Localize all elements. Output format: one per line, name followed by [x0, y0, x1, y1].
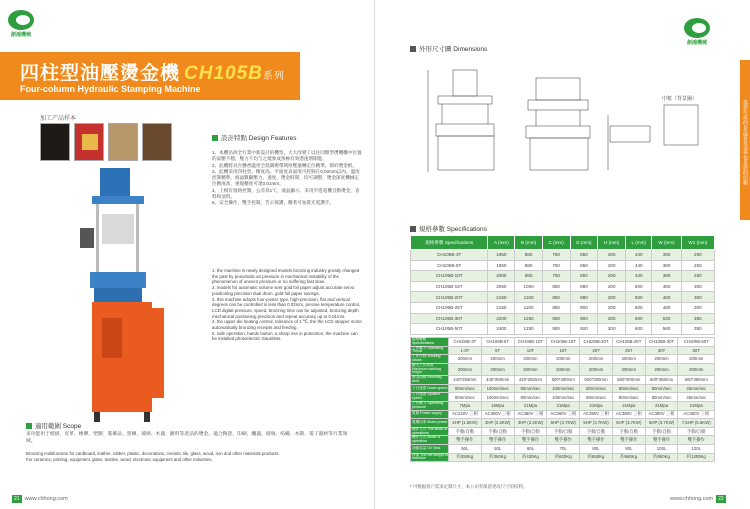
dimension-label: 中框（背景圖） — [662, 96, 698, 102]
table-cell: 530 — [652, 313, 681, 324]
table-row — [411, 260, 715, 271]
table-header-cell: 規格參數 Specifications — [411, 236, 488, 250]
table-cell: 7.5HP (5.5KW) — [678, 419, 715, 428]
table-cell: CH105B-3T — [411, 250, 488, 261]
table-row — [411, 355, 715, 364]
table-cell: 1250 — [515, 313, 542, 324]
table-cell: 850 — [542, 292, 570, 303]
table-cell: 手動/自動 — [514, 427, 547, 436]
table-row — [411, 436, 715, 445]
table-cell: 80mm/sec — [449, 384, 482, 393]
table-cell: 約360Kg — [481, 453, 514, 462]
table-row — [411, 313, 715, 324]
table-cell: 900 — [570, 313, 598, 324]
table-cell: 最大工作高度 Maximum working height — [411, 363, 449, 375]
table-cell: 80mm/sec — [514, 393, 547, 402]
feature-en: 4. the upper die heating control, tolerance of 1 ℃, the the LCD stepper motor automatically bronzing receipts and feeding. — [212, 319, 362, 331]
table-cell: 5HP (3.7KW) — [547, 419, 580, 428]
table-row — [411, 401, 715, 410]
table-cell: 460 — [652, 281, 681, 292]
table-cell: 200mm — [514, 363, 547, 375]
features-en — [212, 268, 362, 342]
table-cell: CH105B-5T — [411, 260, 488, 271]
brand-logo-icon — [8, 10, 34, 30]
table-cell: 440 — [626, 250, 652, 261]
table-cell: 25T — [612, 346, 645, 355]
table-cell: 300 — [681, 281, 714, 292]
table-cell: 7Mpa — [449, 401, 482, 410]
section-marker-icon — [410, 226, 416, 232]
table-cell: 750 — [542, 250, 570, 261]
table-cell: 手動/自動 — [645, 427, 678, 436]
table-cell: 雙手操作 — [514, 436, 547, 445]
feature-en: 2. models for automatic volume sent gold foil paper adjust accurate servo positioning precision dual drum, gold foil paper savings. — [212, 285, 355, 296]
table-cell: 200mm — [678, 355, 715, 364]
table-cell: 70L — [547, 444, 580, 453]
dimensions-drawing — [418, 60, 718, 185]
table-cell: 200mm — [645, 355, 678, 364]
table-cell: 750 — [542, 260, 570, 271]
table-cell: 500*300mm — [547, 376, 580, 385]
table-cell: 500 — [626, 302, 652, 313]
table-cell: 雙手操作 — [481, 436, 514, 445]
table-cell: 約680Kg — [612, 453, 645, 462]
table-cell: 750 — [542, 271, 570, 282]
table-cell: 100mm/sec — [547, 393, 580, 402]
table-cell: 850 — [542, 302, 570, 313]
table-cell: 3HP (2.2KW) — [514, 419, 547, 428]
table-cell: 200mm — [449, 363, 482, 375]
table-cell: 200 — [598, 302, 626, 313]
table-cell: 雙手操作 — [449, 436, 482, 445]
table-row — [411, 384, 715, 393]
table-cell: 1100 — [515, 302, 542, 313]
table-header-cell: 規格參數 Specifications — [411, 338, 449, 347]
table-cell: CH105B-50T — [411, 324, 488, 335]
table-cell: 工作行程 Working stroke — [411, 355, 449, 364]
table-cell: 雙手操作 — [580, 436, 613, 445]
table-cell: 手動/自動 — [678, 427, 715, 436]
table-row — [411, 419, 715, 428]
table-cell: 2400 — [488, 324, 515, 335]
feature-en: 5. safe operation, hands button, a sharp rise in protection, the machine can be installed photoelectric Gauntlets. — [212, 330, 358, 342]
table-cell: 2200 — [488, 313, 515, 324]
table-cell: 390 — [652, 250, 681, 261]
sample-images — [40, 123, 172, 161]
table-cell: 電機功率 Motor power — [411, 419, 449, 428]
footnote: * 可根据客户需求定制尺寸，本公司有保留更改尺寸的权利。 — [410, 484, 528, 489]
table-row — [411, 324, 715, 335]
table-cell: 45mm/sec — [678, 393, 715, 402]
table-header-cell: CH105B-3T — [449, 338, 482, 347]
table-cell: 21Mpa — [580, 401, 613, 410]
table-cell: 21Mpa — [678, 401, 715, 410]
table-cell: CH105B-25T — [411, 302, 488, 313]
table-cell: 200 — [598, 324, 626, 335]
table-header-cell: CH105B-50T — [678, 338, 715, 347]
table-cell: 1250 — [515, 324, 542, 335]
table-cell: 500*300mm — [580, 376, 613, 385]
table-cell: 200mm — [547, 355, 580, 364]
spec-title: 規格參數 Specifications — [410, 224, 487, 233]
title-series: 系列 — [262, 71, 285, 82]
table-cell: 200mm — [481, 363, 514, 375]
table-cell: 880 — [570, 292, 598, 303]
feature-zh: 2、此機將具台懸香溫更全低調變帶域恒壓運轉定位精準。節約燙金紙。 — [212, 162, 357, 168]
table-cell: 850 — [542, 281, 570, 292]
table-cell: 手動/自動 — [449, 427, 482, 436]
feature-zh: 3、此機采用四柱型。精度高。平面度表面度可控制在0.02mm以內。溫度控制精準，液晶數顯壓力，速度，燙金時間，均可調整，燙金深度機械定位精度高，重復精度可達0.01mm。 — [212, 168, 360, 187]
table-cell: 手動/自動 — [547, 427, 580, 436]
table-header-cell: W (mm) — [652, 236, 681, 250]
table-header-cell: CH105B-5T — [481, 338, 514, 347]
table-cell: 600 — [626, 313, 652, 324]
table-row — [411, 271, 715, 282]
table-cell: 300 — [681, 292, 714, 303]
table-cell: 850 — [570, 271, 598, 282]
table-cell: 1-3T — [449, 346, 482, 355]
table-cell: 工作壓力 Operating pressure — [411, 401, 449, 410]
section-marker-icon — [26, 423, 32, 429]
table-cell: CH105B-15T — [411, 281, 488, 292]
title-model: CH105B — [184, 63, 263, 84]
table-cell: 5HP (3.7KW) — [612, 419, 645, 428]
table-cell: 工作壓力 Operating Thrust — [411, 346, 449, 355]
scope-en — [26, 451, 356, 462]
brand-name: 創鴻機械 — [686, 40, 707, 46]
sample-image — [74, 123, 104, 161]
table-cell: 1950 — [488, 260, 515, 271]
table-cell: 200 — [598, 271, 626, 282]
table-cell: 440 — [626, 260, 652, 271]
table-cell: 200mm — [514, 355, 547, 364]
table-cell: 21Mpa — [547, 401, 580, 410]
table-cell: 350 — [681, 324, 714, 335]
table-cell: 560 — [652, 324, 681, 335]
page-title — [20, 58, 285, 85]
website-link[interactable]: www.chhong.com — [24, 496, 68, 502]
table-cell: 200mm — [481, 355, 514, 364]
table-cell: 約600Kg — [547, 453, 580, 462]
table-cell: 50L — [449, 444, 482, 453]
table-cell: 440*250mm — [514, 376, 547, 385]
table-cell: 200 — [598, 281, 626, 292]
table-header-cell: C (mm) — [542, 236, 570, 250]
table-cell: 100mm/sec — [481, 393, 514, 402]
table-header-cell: H (mm) — [598, 236, 626, 250]
table-cell: 600 — [626, 324, 652, 335]
table-cell: AC380V 三相 — [514, 410, 547, 419]
table-cell: 1100 — [515, 292, 542, 303]
table-cell: 手動/自動 — [580, 427, 613, 436]
table-header-cell: L (mm) — [626, 236, 652, 250]
section-marker-icon — [212, 135, 218, 141]
table-cell: 880 — [515, 260, 542, 271]
table-cell: 480 — [652, 302, 681, 313]
table-row — [411, 281, 715, 292]
table-cell: 200 — [598, 250, 626, 261]
table-cell: 500 — [626, 292, 652, 303]
table-cell: 操作方式 The kinds of operations — [412, 426, 447, 435]
section-marker-icon — [410, 46, 416, 52]
table-row — [411, 250, 715, 261]
sample-image — [108, 123, 138, 161]
table-row — [411, 444, 715, 453]
table-cell: 200 — [598, 313, 626, 324]
table-cell: CH105B-20T — [411, 292, 488, 303]
table-cell: 100L — [645, 444, 678, 453]
brand-logo-icon — [684, 18, 710, 38]
table-cell: 120L — [678, 444, 715, 453]
table-cell: 350 — [681, 313, 714, 324]
table-cell: AC220V 三相 — [449, 410, 482, 419]
feature-zh: 1、本機吊滑全行業中新設計的機型。大大改變了以往同類型燙機機中位置的氣壓不穩，壓力不均勻之現象成熟極有效憑速增開進。 — [212, 150, 362, 162]
brand-logo — [684, 18, 710, 46]
table-header-cell: B (mm) — [515, 236, 542, 250]
table-cell: 440*250mm — [449, 376, 482, 385]
table-cell: 2150 — [488, 292, 515, 303]
table-cell: 50T — [678, 346, 715, 355]
table-cell: AC380V 三相 — [547, 410, 580, 419]
table-cell: 約850Kg — [645, 453, 678, 462]
table-cell: 200mm — [449, 355, 482, 364]
table-cell: 390 — [652, 271, 681, 282]
table-cell: 下行速度 Down speed — [411, 384, 449, 393]
feature-en: 1. the machine is newly designed models bronzing industry greatly changed the past by pneumatic air pressure in mechanical instability of the phenomenon of uneven pressure or no suffering fast slow. — [212, 268, 360, 285]
table-cell: 手動/自動 — [612, 427, 645, 436]
table-cell: 440 — [626, 271, 652, 282]
table-row — [411, 427, 715, 436]
table-cell: 20T — [580, 346, 613, 355]
table-row — [411, 363, 715, 375]
table-cell: 5HP (3.7KW) — [580, 419, 613, 428]
table-cell: 80mm/sec — [645, 384, 678, 393]
features-zh — [212, 150, 362, 207]
feature-zh: 5、安全操作，雙手控制，告示保護，精著可加裝光電護手。 — [212, 200, 334, 206]
title-en: Four-column Hydraulic Stamping Machine — [20, 84, 201, 94]
table-cell: 上行速度 Upward speed — [411, 393, 449, 402]
table-cell: 200mm — [580, 363, 613, 375]
table-header-cell: CH105B-30T — [645, 338, 678, 347]
table-cell: CH105B-30T — [411, 313, 488, 324]
table-row — [411, 453, 715, 462]
table-cell: 1950 — [488, 250, 515, 261]
scope-zh: 多功能用于紙板、皮革、橡膠、塑膠、裝飾品、瓷磚、玻璃、木器、鍍料等產品的燙金。適合陶瓷、印刷、纜器、玻璃、紡織、木制、電子器材等行業領域。 — [26, 432, 348, 444]
table-cell: 油箱容量 Oil Tank — [411, 444, 449, 453]
table-cell: 440*250mm — [481, 376, 514, 385]
table-cell: 15T — [547, 346, 580, 355]
table-cell: 880 — [515, 271, 542, 282]
table-cell: 30T — [645, 346, 678, 355]
table-cell: AC380V 三相 — [645, 410, 678, 419]
table-cell: AC380V 三相 — [580, 410, 613, 419]
table-cell: AC380V 三相 — [678, 410, 715, 419]
brand-name: 創鴻機械 — [10, 32, 31, 38]
table-cell: 21Mpa — [645, 401, 678, 410]
table-cell: 80mm/sec — [612, 393, 645, 402]
table-cell: 80mm/sec — [580, 384, 613, 393]
sample-image — [142, 123, 172, 161]
table-header-cell: D (mm) — [570, 236, 598, 250]
left-footer — [12, 495, 68, 503]
table-cell: 600*350mm — [678, 376, 715, 385]
table-cell: 2HP (1.5KW) — [449, 419, 482, 428]
table-header-cell: CH105B-25T — [612, 338, 645, 347]
table-header-cell: CH105B-10T — [514, 338, 547, 347]
table-cell: 480 — [652, 292, 681, 303]
table-cell: 200mm — [678, 363, 715, 375]
table-cell: 900 — [542, 324, 570, 335]
table-cell: 80mm/sec — [514, 384, 547, 393]
table-cell: 90L — [612, 444, 645, 453]
table-cell: 電源 Power supply — [411, 410, 449, 419]
website-link[interactable]: www.chhong.com — [670, 496, 714, 502]
table-cell: 80mm/sec — [612, 384, 645, 393]
table-cell: 18Mpa — [481, 401, 514, 410]
table-cell: 雙手操作 — [547, 436, 580, 445]
table-cell: 約1300Kg — [678, 453, 715, 462]
table-cell: 200 — [598, 292, 626, 303]
table-cell: 80mm/sec — [580, 393, 613, 402]
title-zh-text: 四柱型油壓燙金機 — [20, 63, 181, 84]
table-cell: 操作方式 Mode of operation — [411, 436, 449, 445]
table-row — [411, 292, 715, 303]
table-cell: 80mm/sec — [645, 393, 678, 402]
table-cell: 45mm/sec — [678, 384, 715, 393]
table-cell: 手動/自動 — [481, 427, 514, 436]
scope-en-line: For ceramics, printing, equipment, glass, textiles, wood, electronic equipment and other industries. — [26, 456, 213, 462]
page-number: 22 — [718, 496, 724, 502]
table-cell: 2150 — [488, 302, 515, 313]
table-cell: 200mm — [547, 363, 580, 375]
table-row — [411, 376, 715, 385]
sample-label: 加工产品样本 — [40, 116, 77, 122]
table-cell: AC380V 三相 — [612, 410, 645, 419]
table-cell: 200mm — [645, 363, 678, 375]
dimension-spec-table — [410, 235, 715, 335]
table-cell: 200mm — [612, 363, 645, 375]
table-cell: 雙手操作 — [678, 436, 715, 445]
table-cell: 50L — [481, 444, 514, 453]
table-header-row — [411, 236, 715, 250]
page-number: 21 — [14, 496, 20, 502]
table-header-cell: W1 (mm) — [681, 236, 714, 250]
table-cell: 2000 — [488, 271, 515, 282]
brand-logo — [8, 10, 34, 38]
table-cell: 80mm/sec — [449, 393, 482, 402]
table-cell: 100mm/sec — [547, 384, 580, 393]
right-footer — [670, 495, 726, 503]
table-cell: 250 — [681, 250, 714, 261]
table-cell: 250 — [681, 271, 714, 282]
table-cell: 100mm/sec — [481, 384, 514, 393]
scope-title: 適用範圍 Scope — [26, 421, 81, 430]
table-row — [411, 393, 715, 402]
sample-image — [40, 123, 70, 161]
table-header-cell: CH105B-15T — [547, 338, 580, 347]
table-cell: 約430Kg — [514, 453, 547, 462]
feature-zh: 4、上模有發熱控制，公差爲1℃，液晶顯示，采用步進電機自動燙金，省料和送料。 — [212, 187, 360, 200]
table-cell: 880 — [570, 281, 598, 292]
scope-en-line: Bronzing multifunction for cardboard, leather, rubber, plastic, decorations, ceramic tile, glass, wood, iron and other materials products. — [26, 451, 280, 456]
table-cell: 約650Kg — [580, 453, 613, 462]
table-cell: AC380V 三相 — [481, 410, 514, 419]
table-cell: 300 — [681, 302, 714, 313]
table-cell: 1000 — [515, 281, 542, 292]
table-cell: 雙手操作 — [612, 436, 645, 445]
table-cell: 390 — [652, 260, 681, 271]
table-cell: 80L — [580, 444, 613, 453]
table-cell: 920 — [570, 324, 598, 335]
table-cell: 21Mpa — [612, 401, 645, 410]
table-cell: CH105B-10T — [411, 271, 488, 282]
table-cell: 200 — [598, 260, 626, 271]
table-cell: 2050 — [488, 281, 515, 292]
feature-en: 3. this machine adopts four-poster type, high-precision, flat and vertical degrees can be controlled in less than 0.02mm, precise temperature control, LCD digital pressure, speed, bronzing time can be adjusted, bronzing depth mechanical positioning precision and repeat accuracy up to 0.01mm. — [212, 296, 361, 319]
table-header-cell: CH105B-20T — [580, 338, 613, 347]
table-cell: 3HP (2.2KW) — [481, 419, 514, 428]
table-cell: 250 — [681, 260, 714, 271]
side-slogan: 爲您生產的是品質是表率也是您的信賴 — [742, 100, 748, 185]
table-cell: 200mm — [580, 355, 613, 364]
table-header-cell: A (mm) — [488, 236, 515, 250]
table-cell: 10T — [514, 346, 547, 355]
table-cell: 21Mpa — [514, 401, 547, 410]
table-header-row — [411, 338, 715, 347]
table-cell: 5T — [481, 346, 514, 355]
table-cell: 500*300mm — [612, 376, 645, 385]
table-cell: 900 — [542, 313, 570, 324]
table-cell: 200mm — [612, 355, 645, 364]
table-cell: 燙金面積 Bronzing area — [411, 376, 449, 385]
design-features-title: 設計特點 Design Features — [212, 133, 297, 142]
table-cell: 600*350mm — [645, 376, 678, 385]
performance-spec-table — [410, 337, 715, 462]
table-cell: 雙手操作 — [645, 436, 678, 445]
dimensions-title: 外形尺寸圖 Dimensions — [410, 44, 487, 53]
table-cell: 880 — [515, 250, 542, 261]
table-cell: 5HP (3.7KW) — [645, 419, 678, 428]
table-row — [411, 302, 715, 313]
table-cell: 900 — [570, 302, 598, 313]
table-cell: 850 — [570, 260, 598, 271]
table-cell: 500 — [626, 281, 652, 292]
machine-illustration — [72, 168, 172, 428]
table-cell: 約350Kg — [449, 453, 482, 462]
table-cell: 淨重 The net weight of machine — [412, 452, 448, 461]
table-row — [411, 410, 715, 419]
table-cell: 850 — [570, 250, 598, 261]
table-cell: 60L — [514, 444, 547, 453]
table-row — [411, 346, 715, 355]
